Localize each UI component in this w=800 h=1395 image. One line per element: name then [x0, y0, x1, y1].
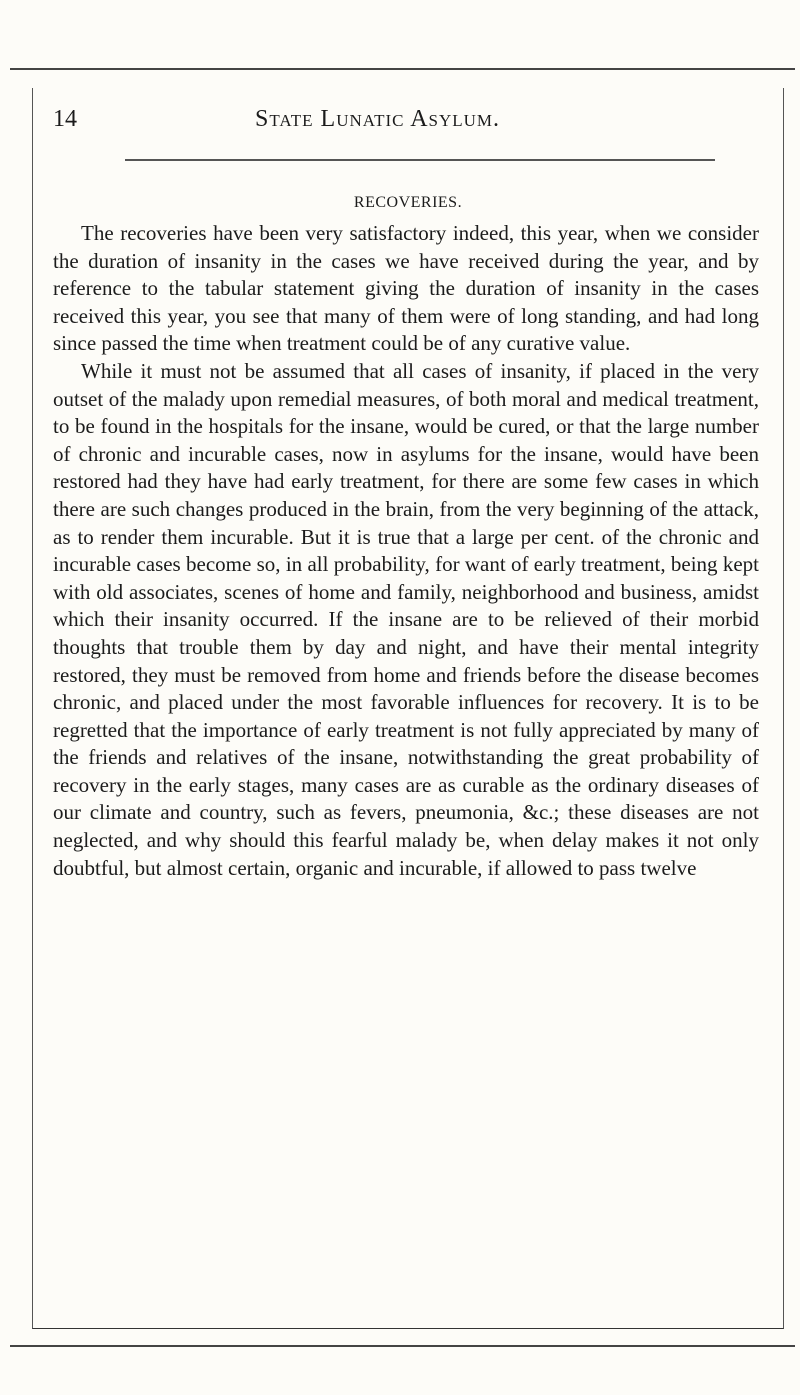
running-title: State Lunatic Asylum. [255, 106, 501, 132]
paragraph: While it must not be assumed that all cases of insanity, if placed in the very outset of the malady upon remedial measures, of both moral and medical treatment, to be found in the hospitals for the insane, would be cured, or that the large number of chronic and incurable cases, now in asylums for the insane, would have been restored had they have had early treatment, for there are some few cases in which there are such changes produced in the brain, from the very beginning of the attack, as to render them incurable. But it is true that a large per cent. of the chronic and incurable cases become so, in all probability, for want of early treatment, being kept with old associates, scenes of home and family, neighborhood and business, amidst which their insanity occurred. If the insane are to be relieved of their morbid thoughts that trouble them by day and night, and have their mental integrity restored, they must be removed from home and friends before the disease becomes chronic, and placed under the most favorable influences for recovery. It is to be regretted that the importance of early treatment is not fully appreciated by many of the friends and relatives of the insane, notwithstanding the great probability of recovery in the early stages, many cases are as curable as the ordinary diseases of our climate and country, such as fevers, pneumonia, &c.; these diseases are not neglected, and why should this fearful malady be, when delay makes it not only doubtful, but almost certain, organic and incurable, if allowed to pass twelve [53, 358, 759, 880]
bottom-border-line [10, 1345, 795, 1347]
header-rule [125, 159, 715, 161]
paragraph: The recoveries have been very satisfactory indeed, this year, when we consider the duration of insanity in the cases we have received during the year, and by reference to the tabular statement giving the duration of insanity in the cases received this year, you see that many of them were of long standing, and had long since passed the time when treatment could be of any curative value. [53, 221, 759, 356]
top-border-line [10, 68, 795, 70]
page-number: 14 [53, 106, 77, 132]
page-frame [32, 88, 784, 1329]
section-heading: RECOVERIES. [353, 194, 463, 211]
body-text [53, 220, 759, 882]
page-header [33, 88, 783, 138]
